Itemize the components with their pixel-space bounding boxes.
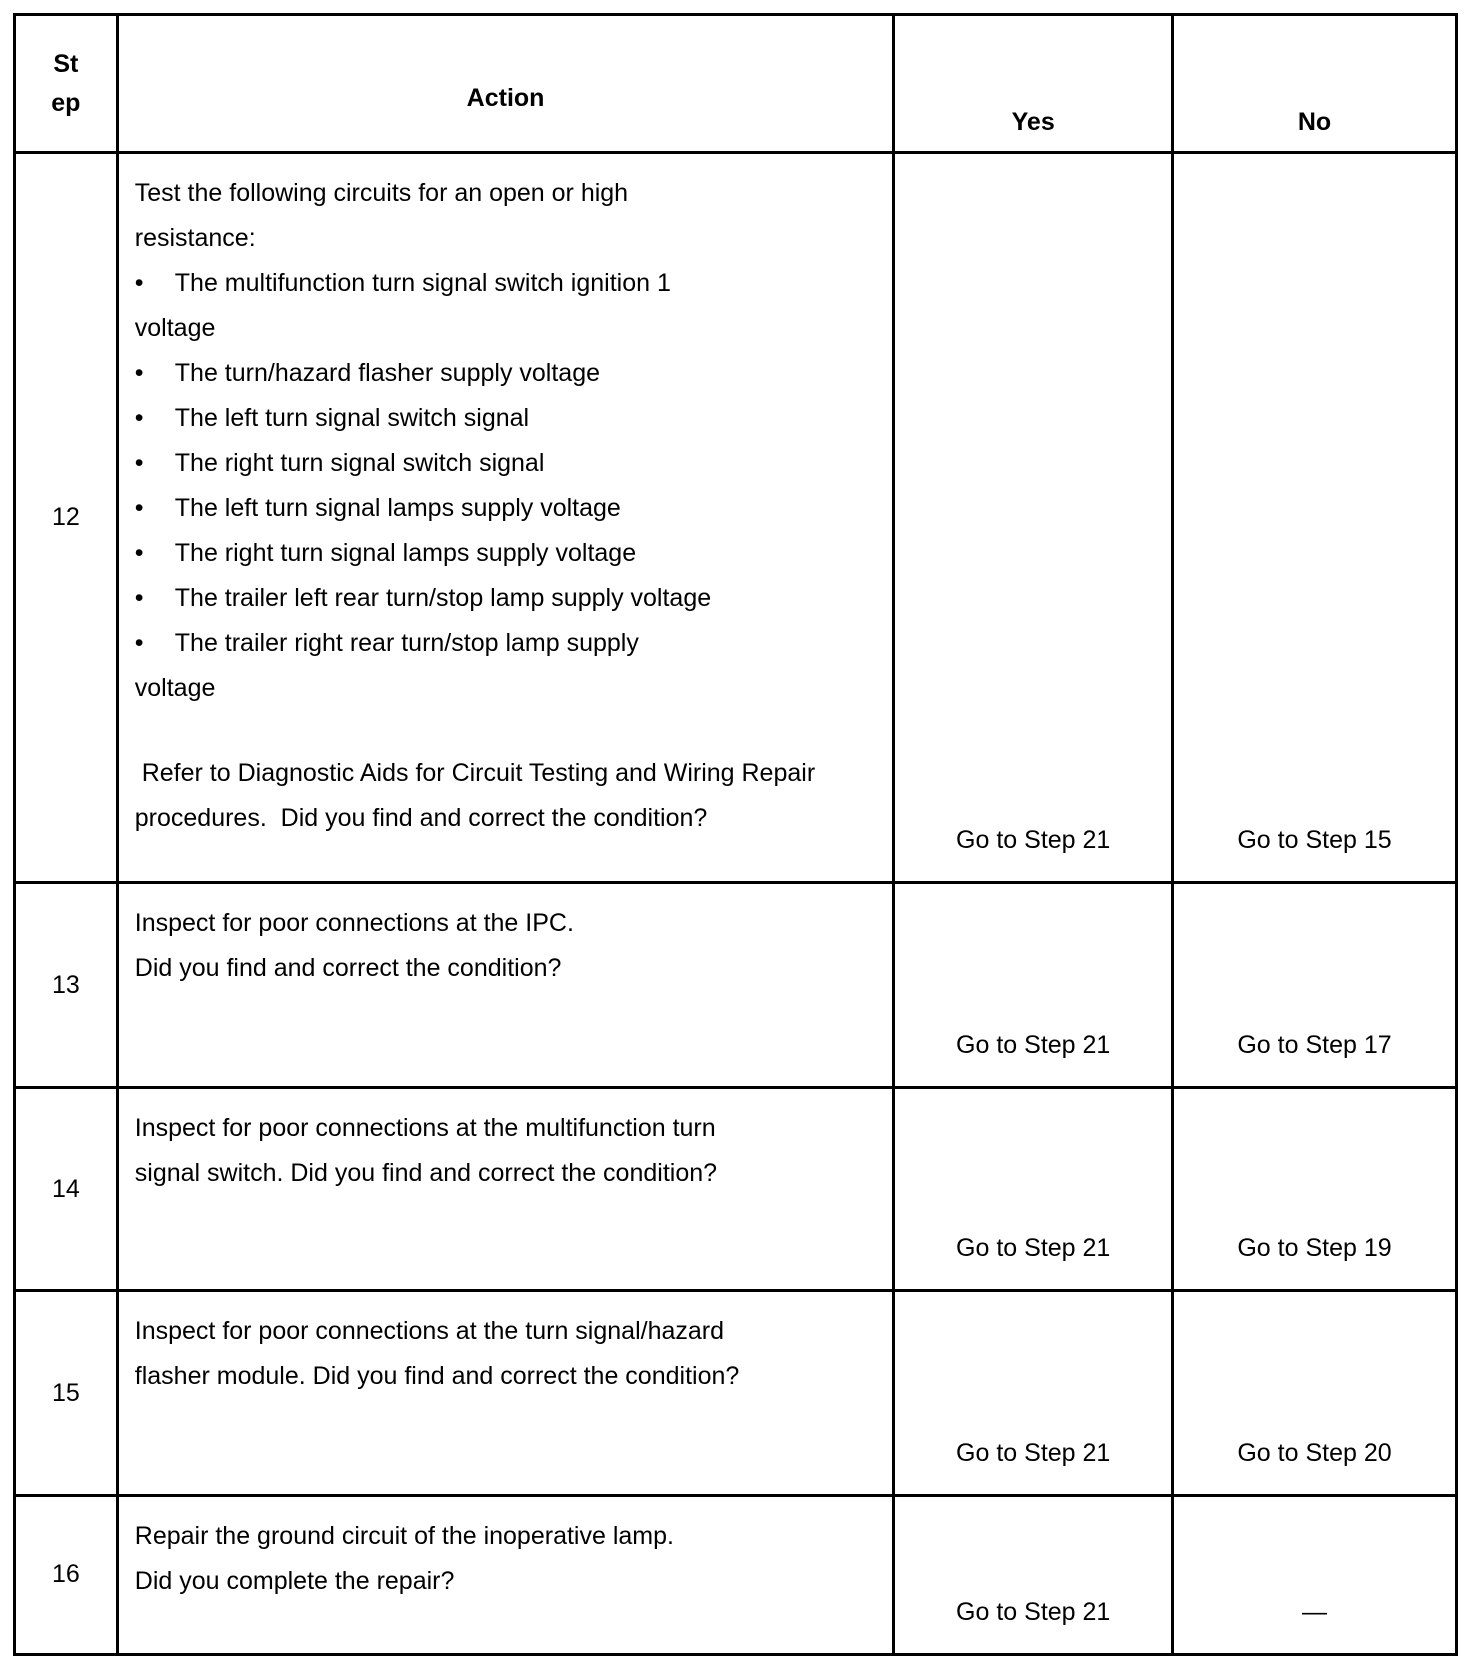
action-text: Test the following circuits for an open or high resistance: • The multifunction turn signal switch ignition 1 voltage • The turn/hazard flasher supply voltage • The left turn signal switch signal • The right turn signal switch signal • The left turn signal lamps supply voltage • The right turn signal lamps supply voltage • The trailer left rear turn/stop lamp supply voltage • The trailer right rear turn/stop lamp supply voltage Refer to Diagnostic Aids for Circuit Testing and Wiring Repair procedures. Did you find and correct the condition? <box>117 153 894 883</box>
table-row <box>15 1087 1457 1291</box>
yes-result: Go to Step 21 <box>894 1495 1173 1654</box>
step-number: 14 <box>15 1087 118 1291</box>
list-item: • The right turn signal switch signal <box>134 449 545 477</box>
no-column-header: No <box>1173 15 1457 153</box>
table-row <box>15 883 1457 1088</box>
yes-result: Go to Step 21 <box>894 883 1173 1088</box>
no-result: Go to Step 17 <box>1173 883 1457 1088</box>
no-result: Go to Step 15 <box>1173 153 1457 883</box>
table-row <box>15 1291 1457 1496</box>
yes-result: Go to Step 21 <box>894 1087 1173 1291</box>
step-number: 13 <box>15 883 118 1088</box>
action-column-header: Action <box>117 15 894 153</box>
list-item: • The right turn signal lamps supply voltage <box>134 539 637 567</box>
no-result: Go to Step 20 <box>1173 1291 1457 1496</box>
header-row <box>15 15 1457 153</box>
action-text: Repair the ground circuit of the inoperative lamp. Did you complete the repair? <box>117 1495 894 1654</box>
step-number: 16 <box>15 1495 118 1654</box>
list-item: • The turn/hazard flasher supply voltage <box>134 359 601 387</box>
no-result: Go to Step 19 <box>1173 1087 1457 1291</box>
step-number: 12 <box>15 153 118 883</box>
yes-result: Go to Step 21 <box>894 1291 1173 1496</box>
action-text: Inspect for poor connections at the multifunction turn signal switch. Did you find and correct the condition? <box>117 1087 894 1291</box>
yes-column-header: Yes <box>894 15 1173 153</box>
table-row <box>15 1495 1457 1654</box>
list-item: • The trailer left rear turn/stop lamp supply voltage <box>134 584 712 612</box>
list-item: • The multifunction turn signal switch ignition 1 <box>134 269 671 297</box>
table-row <box>15 153 1457 883</box>
yes-result: Go to Step 21 <box>894 153 1173 883</box>
action-text: Inspect for poor connections at the IPC. Did you find and correct the condition? <box>117 883 894 1088</box>
list-item: • The left turn signal switch signal <box>134 404 530 432</box>
action-text: Inspect for poor connections at the turn signal/hazard flasher module. Did you find and correct the condition? <box>117 1291 894 1496</box>
list-item: • The trailer right rear turn/stop lamp supply <box>134 629 639 657</box>
step-number: 15 <box>15 1291 118 1496</box>
list-item: • The left turn signal lamps supply voltage <box>134 494 621 522</box>
diagnostic-table <box>13 13 1458 1656</box>
step-column-header: St ep <box>15 15 118 153</box>
no-result: — <box>1173 1495 1457 1654</box>
